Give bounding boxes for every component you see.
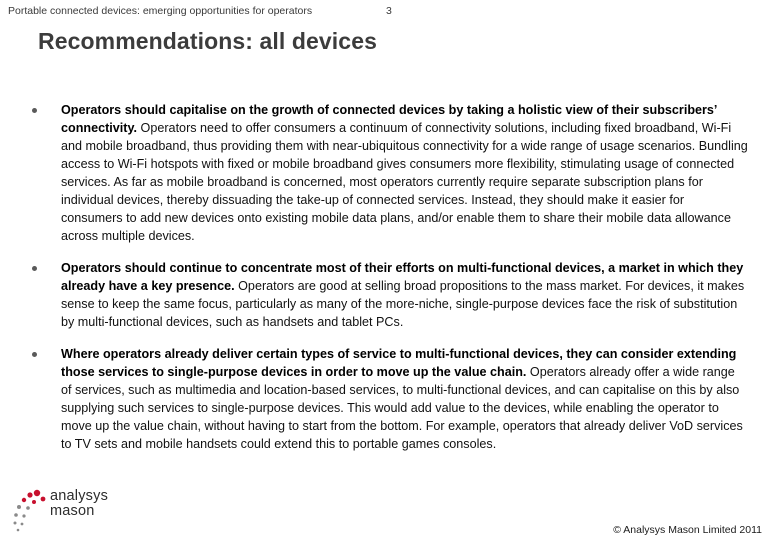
logo-dots-icon — [10, 489, 50, 533]
bullet-lead-text: Operators should continue to concentrate most of their efforts on multi-functional devices, a market in which they already have a key presence. — [61, 261, 744, 293]
bullet-item — [32, 345, 748, 453]
bullet-lead-text: Where operators already deliver certain types of service to multi-functional devices, they can consider extending those services to single-purpose devices in order to move up the value chain. — [61, 347, 737, 379]
bullet-body-text: Operators already offer a wide range of services, such as multimedia and location-based services, to multi-functional devices, and can capitalise on this by also supplying such services to single-purpose devices. This would add value to the devices, while enabling the operator to move up the value chain, without having to start from the bottom. For example, operators that already deliver VoD services to TV sets and mobile handsets could extend this to portable games consoles. — [61, 365, 743, 451]
bullet-dot-icon — [32, 352, 37, 357]
bullet-lead-text: Operators should capitalise on the growth of connected devices by taking a holistic view of their subscribers’ connectivity. — [61, 103, 717, 135]
logo-wordmark — [50, 489, 108, 519]
logo-line-1: analysys — [50, 488, 109, 504]
logo-line-2: mason — [50, 503, 95, 519]
bullet-list — [32, 101, 748, 467]
page-number: 3 — [386, 5, 392, 17]
bullet-dot-icon — [32, 108, 37, 113]
document-title: Portable connected devices: emerging opportunities for operators — [8, 5, 313, 17]
bullet-item — [32, 259, 748, 331]
bullet-item — [32, 101, 748, 245]
slide-title: Recommendations: all devices — [38, 28, 377, 54]
bullet-body-text: Operators are good at selling broad propositions to the mass market. For devices, it makes sense to keep the same focus, particularly as many of the more-niche, single-purpose devices face the risk of substitution by multi-functional devices, such as handsets and tablet PCs. — [61, 279, 745, 329]
company-logo — [10, 489, 130, 533]
copyright-notice: © Analysys Mason Limited 2011 — [613, 524, 762, 536]
bullet-body-text: Operators need to offer consumers a continuum of connectivity solutions, including fixed broadband, Wi-Fi and mobile broadband, thus providing them with near-ubiquitous connectivity for a wide range of usage scenarios. Bundling access to Wi-Fi hotspots with fixed or mobile broadband gives consumers more flexibility, stimulating usage of connected services. As far as mobile broadband is concerned, most operators currently require separate subscription plans for individual devices, thereby dissuading the take-up of connected services. Instead, they should make it easier for consumers to add new devices onto existing mobile data plans, and/or enable them to share their mobile data allowance across multiple devices. — [61, 121, 748, 243]
bullet-dot-icon — [32, 266, 37, 271]
